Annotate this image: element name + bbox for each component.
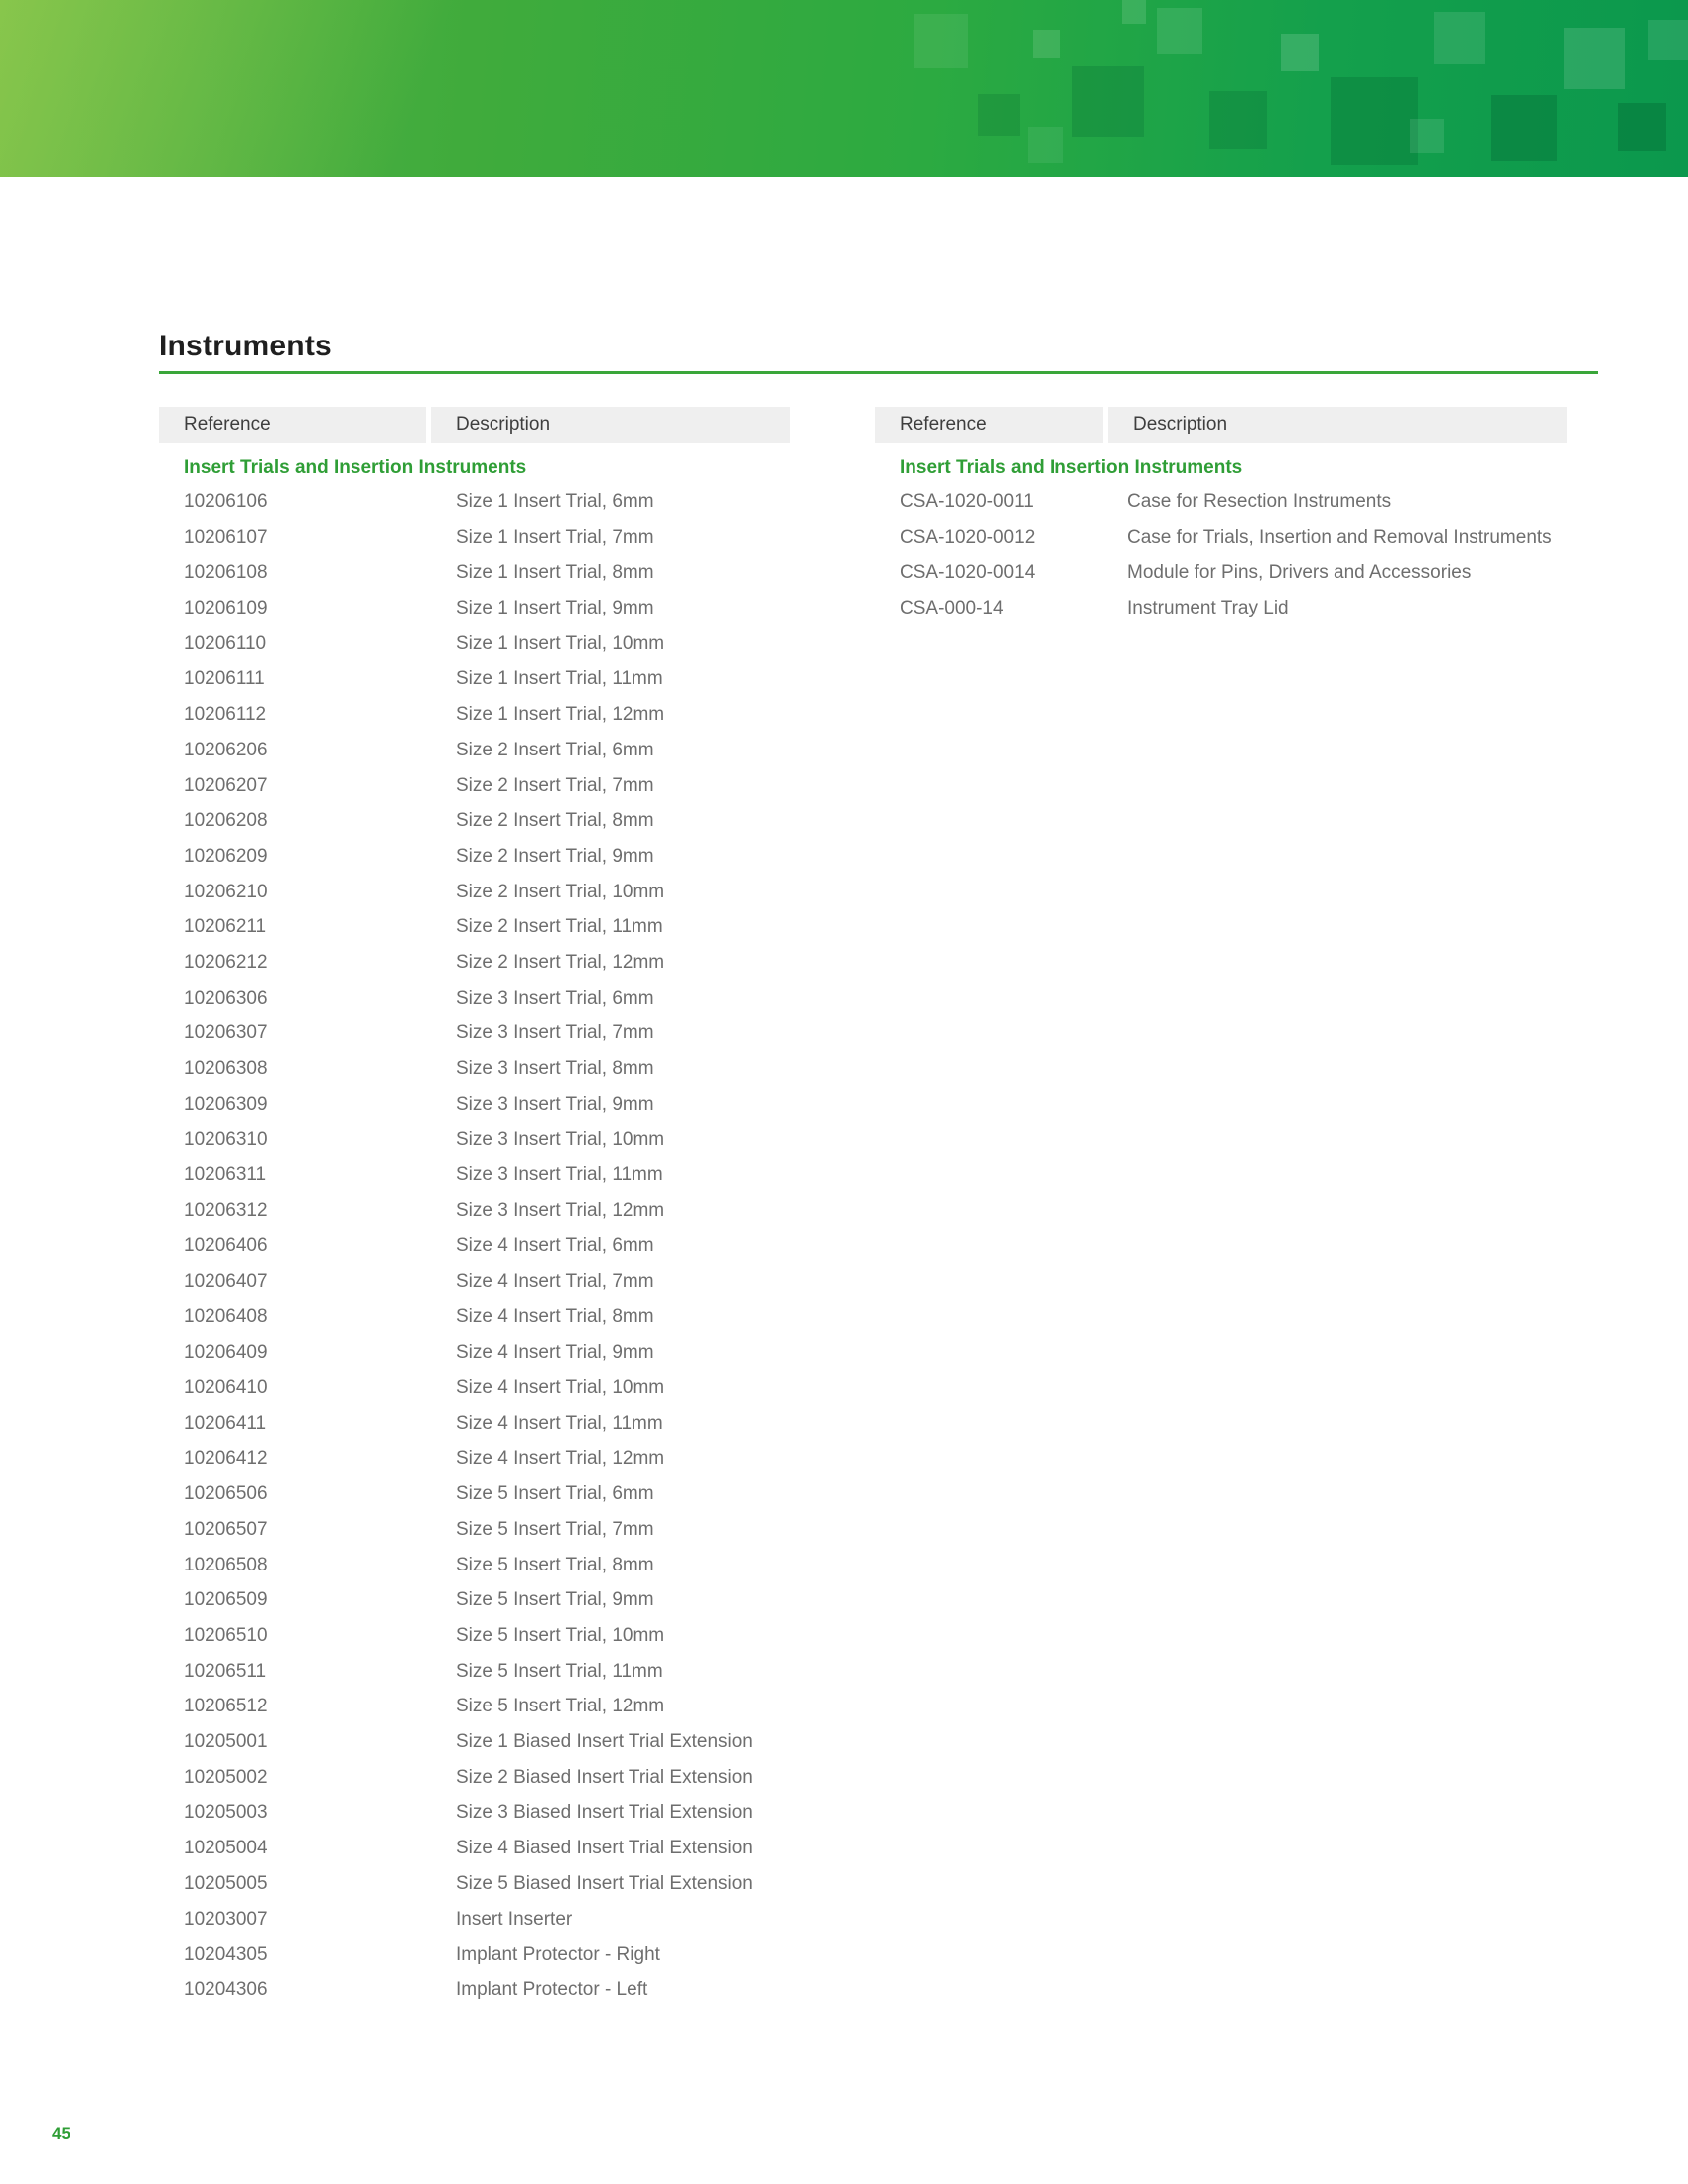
description-cell: Implant Protector - Left: [456, 1979, 648, 2000]
table-row: [875, 484, 1567, 520]
reference-cell: 10205003: [184, 1802, 268, 1824]
description-cell: Size 1 Insert Trial, 6mm: [456, 491, 654, 512]
reference-cell: 10203007: [184, 1908, 268, 1930]
description-cell: Size 4 Biased Insert Trial Extension: [456, 1838, 753, 1859]
table-row: [159, 1654, 790, 1690]
header-banner: [0, 0, 1688, 177]
description-cell: Case for Resection Instruments: [1127, 491, 1392, 512]
reference-cell: 10206508: [184, 1554, 268, 1575]
description-cell: Size 4 Insert Trial, 7mm: [456, 1271, 654, 1293]
reference-cell: 10206111: [184, 668, 265, 690]
reference-cell: 10206212: [184, 951, 268, 973]
column-header-description: Description: [1108, 407, 1567, 443]
reference-cell: 10206306: [184, 987, 268, 1009]
mosaic-square: [1331, 77, 1418, 165]
reference-cell: CSA-1020-0014: [900, 562, 1036, 584]
reference-cell: CSA-1020-0012: [900, 526, 1036, 548]
description-cell: Size 5 Insert Trial, 8mm: [456, 1554, 654, 1575]
reference-cell: 10206307: [184, 1023, 268, 1044]
description-cell: Size 3 Insert Trial, 12mm: [456, 1199, 665, 1221]
description-cell: Size 3 Insert Trial, 7mm: [456, 1023, 654, 1044]
table-row: [159, 1618, 790, 1654]
mosaic-square: [1281, 34, 1319, 71]
description-cell: Size 1 Insert Trial, 11mm: [456, 668, 663, 690]
column-header-reference: Reference: [159, 407, 426, 443]
reference-cell: 10204305: [184, 1944, 268, 1966]
table-row: [159, 1689, 790, 1724]
reference-cell: 10206506: [184, 1483, 268, 1505]
mosaic-square: [914, 14, 968, 68]
table-row: [159, 1370, 790, 1406]
mosaic-square: [1564, 28, 1625, 89]
table-row: [159, 1902, 790, 1938]
table-row: [159, 591, 790, 626]
reference-cell: 10206308: [184, 1058, 268, 1079]
reference-cell: 10206509: [184, 1589, 268, 1611]
description-cell: Size 2 Insert Trial, 8mm: [456, 810, 654, 832]
reference-cell: 10206208: [184, 810, 268, 832]
table-row: [159, 1264, 790, 1299]
reference-cell: 10206311: [184, 1164, 267, 1186]
reference-cell: 10204306: [184, 1979, 268, 2000]
table-row: [159, 1193, 790, 1229]
reference-cell: 10206310: [184, 1129, 268, 1151]
description-cell: Size 2 Insert Trial, 6mm: [456, 739, 654, 760]
reference-cell: 10205001: [184, 1731, 268, 1753]
reference-cell: CSA-000-14: [900, 598, 1004, 619]
description-cell: Size 5 Insert Trial, 10mm: [456, 1625, 665, 1646]
table-row: [159, 1406, 790, 1441]
reference-cell: 10206309: [184, 1093, 268, 1115]
table-row: [159, 945, 790, 981]
table-row: [159, 1051, 790, 1087]
table-row: [159, 626, 790, 662]
description-cell: Size 4 Insert Trial, 10mm: [456, 1377, 665, 1399]
reference-cell: 10206511: [184, 1660, 267, 1682]
table-row: [159, 981, 790, 1017]
table-row: [159, 1016, 790, 1051]
description-cell: Size 5 Biased Insert Trial Extension: [456, 1872, 753, 1894]
description-cell: Size 5 Insert Trial, 6mm: [456, 1483, 654, 1505]
title-underline: [159, 371, 1598, 374]
description-cell: Implant Protector - Right: [456, 1944, 660, 1966]
mosaic-square: [1209, 91, 1267, 149]
description-cell: Size 1 Insert Trial, 12mm: [456, 704, 665, 726]
table-row: [159, 661, 790, 697]
mosaic-square: [1028, 127, 1063, 163]
description-cell: Size 4 Insert Trial, 6mm: [456, 1235, 654, 1257]
description-cell: Insert Inserter: [456, 1908, 573, 1930]
table-row: [159, 1866, 790, 1902]
reference-cell: 10206410: [184, 1377, 268, 1399]
table-row: [159, 1831, 790, 1866]
reference-cell: 10206107: [184, 526, 268, 548]
table-row: [159, 909, 790, 945]
reference-cell: 10206510: [184, 1625, 268, 1646]
reference-cell: 10206209: [184, 845, 268, 867]
table-row: [159, 1299, 790, 1335]
description-cell: Size 4 Insert Trial, 12mm: [456, 1447, 665, 1469]
table-row: [159, 803, 790, 839]
description-cell: Size 2 Insert Trial, 12mm: [456, 951, 665, 973]
mosaic-square: [1491, 95, 1557, 161]
tables-container: [159, 407, 1598, 2008]
table-row: [159, 875, 790, 910]
table-row: [159, 1582, 790, 1618]
table-row: [875, 555, 1567, 591]
mosaic-square: [1434, 12, 1485, 64]
table-row: [159, 484, 790, 520]
page-number: 45: [52, 2124, 70, 2143]
table-row: [159, 1512, 790, 1548]
table-row: [159, 839, 790, 875]
description-cell: Size 5 Insert Trial, 9mm: [456, 1589, 654, 1611]
description-cell: Size 3 Insert Trial, 10mm: [456, 1129, 665, 1151]
table-body: [875, 484, 1567, 626]
description-cell: Size 2 Insert Trial, 11mm: [456, 916, 663, 938]
description-cell: Size 3 Insert Trial, 8mm: [456, 1058, 654, 1079]
table-row: [159, 1548, 790, 1583]
description-cell: Size 2 Insert Trial, 7mm: [456, 774, 654, 796]
reference-cell: 10206108: [184, 562, 268, 584]
instruments-table-left: [159, 407, 790, 2008]
reference-cell: 10206512: [184, 1696, 268, 1717]
description-cell: Size 4 Insert Trial, 9mm: [456, 1341, 654, 1363]
reference-cell: 10206210: [184, 881, 268, 902]
reference-cell: 10206211: [184, 916, 267, 938]
reference-cell: 10206112: [184, 704, 267, 726]
description-cell: Size 2 Insert Trial, 9mm: [456, 845, 654, 867]
table-row: [159, 1476, 790, 1512]
reference-cell: 10206406: [184, 1235, 268, 1257]
reference-cell: 10206109: [184, 598, 268, 619]
mosaic-square: [1072, 66, 1144, 137]
table-row: [159, 1122, 790, 1158]
description-cell: Case for Trials, Insertion and Removal Instruments: [1127, 526, 1552, 548]
description-cell: Size 2 Insert Trial, 10mm: [456, 881, 665, 902]
instruments-table-right: [875, 407, 1567, 2008]
table-row: [159, 1937, 790, 1973]
description-cell: Size 2 Biased Insert Trial Extension: [456, 1766, 753, 1788]
description-cell: Size 5 Insert Trial, 11mm: [456, 1660, 663, 1682]
table-header-row: [875, 407, 1567, 443]
mosaic-square: [1157, 8, 1202, 54]
table-row: [159, 1760, 790, 1796]
description-cell: Size 1 Insert Trial, 9mm: [456, 598, 654, 619]
mosaic-square: [978, 94, 1020, 136]
table-row: [159, 1795, 790, 1831]
reference-cell: 10206110: [184, 632, 267, 654]
table-row: [875, 591, 1567, 626]
table-row: [159, 768, 790, 804]
table-row: [159, 1228, 790, 1264]
description-cell: Size 1 Insert Trial, 8mm: [456, 562, 654, 584]
table-row: [159, 520, 790, 556]
description-cell: Size 3 Insert Trial, 6mm: [456, 987, 654, 1009]
reference-cell: 10206411: [184, 1412, 267, 1433]
description-cell: Size 3 Insert Trial, 11mm: [456, 1164, 663, 1186]
description-cell: Size 1 Biased Insert Trial Extension: [456, 1731, 753, 1753]
description-cell: Size 4 Insert Trial, 8mm: [456, 1305, 654, 1327]
section-title: Insert Trials and Insertion Instruments: [900, 457, 1243, 478]
reference-cell: 10206407: [184, 1271, 268, 1293]
mosaic-square: [1122, 0, 1146, 24]
description-cell: Size 1 Insert Trial, 7mm: [456, 526, 654, 548]
description-cell: Size 5 Insert Trial, 7mm: [456, 1518, 654, 1540]
reference-cell: 10205004: [184, 1838, 268, 1859]
table-body: [159, 484, 790, 2008]
table-row: [875, 520, 1567, 556]
page-content: [159, 328, 1598, 2008]
description-cell: Instrument Tray Lid: [1127, 598, 1289, 619]
reference-cell: 10205005: [184, 1872, 268, 1894]
reference-cell: 10206507: [184, 1518, 268, 1540]
table-row: [159, 1724, 790, 1760]
reference-cell: 10206408: [184, 1305, 268, 1327]
table-row: [159, 1158, 790, 1193]
reference-cell: 10206312: [184, 1199, 268, 1221]
mosaic-square: [1618, 103, 1666, 151]
description-cell: Size 4 Insert Trial, 11mm: [456, 1412, 663, 1433]
reference-cell: 10206106: [184, 491, 268, 512]
mosaic-square: [1033, 30, 1060, 58]
table-row: [159, 555, 790, 591]
section-title: Insert Trials and Insertion Instruments: [184, 457, 527, 478]
description-cell: Size 5 Insert Trial, 12mm: [456, 1696, 665, 1717]
reference-cell: 10205002: [184, 1766, 268, 1788]
table-row: [159, 1973, 790, 2008]
description-cell: Module for Pins, Drivers and Accessories: [1127, 562, 1472, 584]
mosaic-square: [1410, 119, 1444, 153]
reference-cell: CSA-1020-0011: [900, 491, 1034, 512]
table-row: [159, 1441, 790, 1477]
reference-cell: 10206207: [184, 774, 268, 796]
description-cell: Size 3 Insert Trial, 9mm: [456, 1093, 654, 1115]
reference-cell: 10206206: [184, 739, 268, 760]
table-row: [159, 697, 790, 733]
reference-cell: 10206412: [184, 1447, 268, 1469]
table-header-row: [159, 407, 790, 443]
page-title: Instruments: [159, 330, 332, 362]
column-header-reference: Reference: [875, 407, 1103, 443]
mosaic-square: [1648, 20, 1688, 60]
reference-cell: 10206409: [184, 1341, 268, 1363]
description-cell: Size 1 Insert Trial, 10mm: [456, 632, 665, 654]
description-cell: Size 3 Biased Insert Trial Extension: [456, 1802, 753, 1824]
table-row: [159, 1335, 790, 1371]
column-header-description: Description: [431, 407, 790, 443]
table-row: [159, 733, 790, 768]
table-row: [159, 1087, 790, 1123]
